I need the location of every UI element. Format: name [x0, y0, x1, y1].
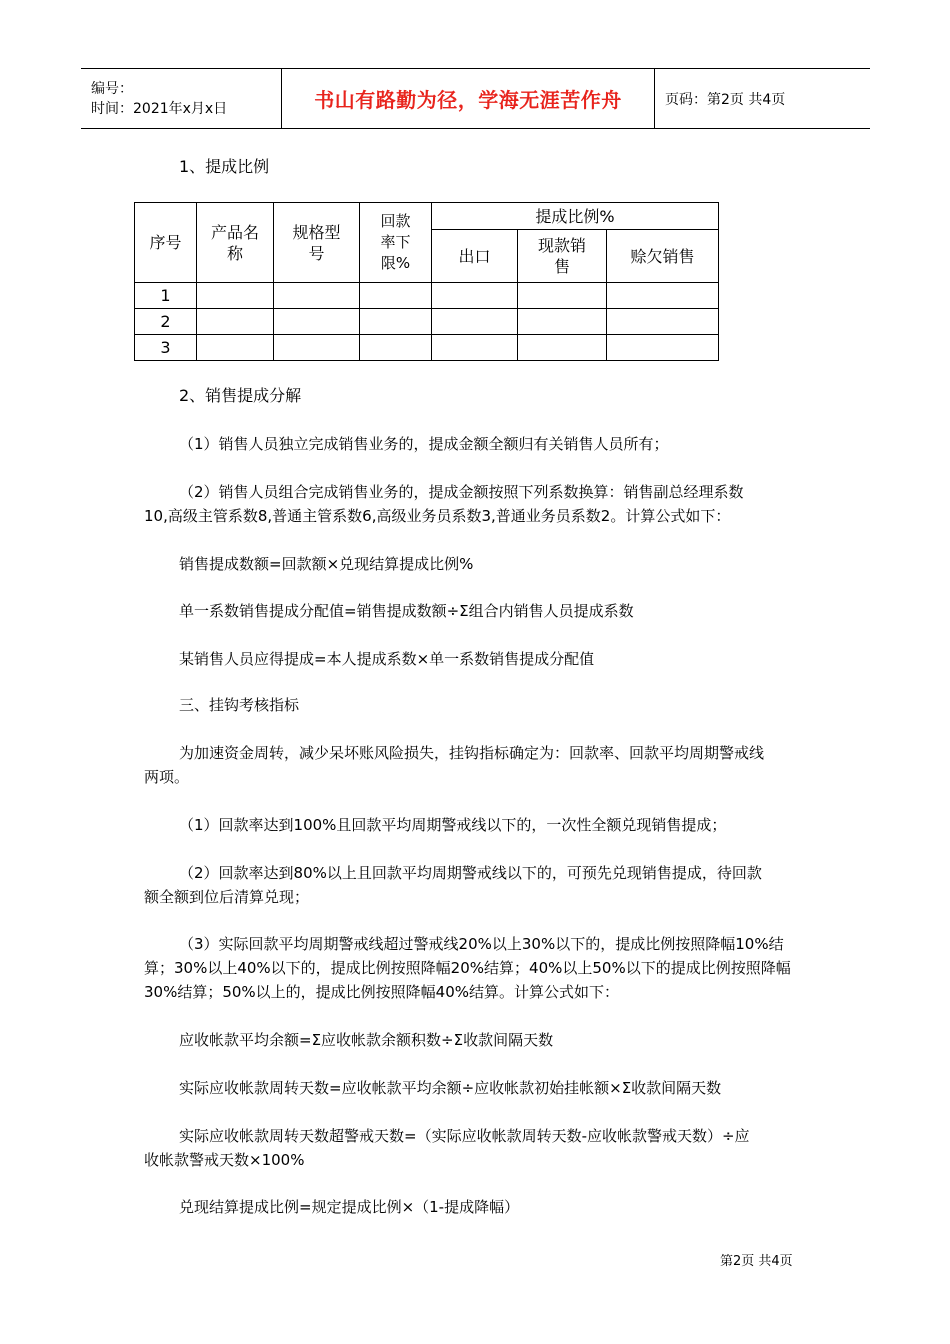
- table-cell: [197, 335, 274, 361]
- formula: 实际应收帐款周转天数=应收帐款平均余额÷应收帐款初始挂帐额×Σ收款间隔天数: [179, 1079, 722, 1097]
- table-cell: [197, 283, 274, 309]
- table-cell: [432, 309, 518, 335]
- document-number-label: 编号：: [91, 80, 133, 97]
- formula: 兑现结算提成比例=规定提成比例×（1-提成降幅）: [179, 1198, 520, 1216]
- header-page-number: 页码：第2页 共4页: [665, 91, 786, 108]
- table-cell: [274, 283, 360, 309]
- header-credit-sales: 赊欠销售: [607, 230, 719, 283]
- header-motto-cell: [282, 69, 655, 128]
- header-product-name: 产品名称: [197, 203, 274, 283]
- formula: 应收帐款平均余额=Σ应收帐款余额积数÷Σ收款间隔天数: [179, 1031, 554, 1049]
- row-seq: 3: [135, 335, 197, 361]
- formula: 销售提成数额=回款额×兑现结算提成比例%: [179, 555, 474, 573]
- page-footer: 第2页 共4页: [720, 1254, 793, 1269]
- paragraph: （3）实际回款平均周期警戒线超过警戒线20%以上30%以下的，提成比例按照降幅10%结: [179, 935, 784, 953]
- page-header: [81, 68, 870, 129]
- paragraph: 两项。: [144, 768, 190, 786]
- table-cell: [274, 335, 360, 361]
- paragraph: 额全额到位后清算兑现；: [144, 888, 310, 906]
- table-cell: [197, 309, 274, 335]
- table-cell: [360, 309, 432, 335]
- formula: 某销售人员应得提成=本人提成系数×单一系数销售提成分配值: [179, 650, 595, 668]
- table-row: [135, 335, 719, 361]
- paragraph: 30%结算；50%以上的，提成比例按照降幅40%结算。计算公式如下：: [144, 983, 620, 1001]
- table-cell: [274, 309, 360, 335]
- paragraph: （2）销售人员组合完成销售业务的，提成金额按照下列系数换算：销售副总经理系数: [179, 483, 744, 501]
- table-cell: [518, 309, 607, 335]
- header-payback-lower-limit: 回款率下限%: [360, 203, 432, 283]
- header-export: 出口: [432, 230, 518, 283]
- header-seq: 序号: [135, 203, 197, 283]
- paragraph: （1）回款率达到100%且回款平均周期警戒线以下的，一次性全额兑现销售提成；: [179, 816, 727, 834]
- table-cell: [518, 335, 607, 361]
- header-cash-sales: 现款销售: [518, 230, 607, 283]
- table-cell: [607, 335, 719, 361]
- paragraph: （2）回款率达到80%以上且回款平均周期警戒线以下的，可预先兑现销售提成，待回款: [179, 864, 762, 882]
- section-title-linked-indicators: 三、挂钩考核指标: [179, 696, 300, 714]
- table-cell: [360, 283, 432, 309]
- row-seq: 1: [135, 283, 197, 309]
- paragraph: （1）销售人员独立完成销售业务的，提成金额全额归有关销售人员所有；: [179, 435, 669, 453]
- table-row: [135, 309, 719, 335]
- section-title-commission-ratio: 1、提成比例: [179, 157, 270, 176]
- header-spec-model: 规格型号: [274, 203, 360, 283]
- document-date: 时间：2021年x月x日: [91, 100, 228, 117]
- formula: 收帐款警戒天数×100%: [144, 1151, 305, 1169]
- table-cell: [518, 283, 607, 309]
- table-cell: [432, 283, 518, 309]
- table-cell: [607, 283, 719, 309]
- section-title-commission-breakdown: 2、销售提成分解: [179, 386, 302, 405]
- commission-ratio-table: [134, 202, 719, 361]
- paragraph: 算；30%以上40%以下的，提成比例按照降幅20%结算；40%以上50%以下的提成比例按照降幅: [144, 959, 791, 977]
- table-cell: [607, 309, 719, 335]
- header-commission-ratio-group: 提成比例%: [432, 203, 719, 230]
- formula: 实际应收帐款周转天数超警戒天数=（实际应收帐款周转天数-应收帐款警戒天数）÷应: [179, 1127, 750, 1145]
- paragraph: 10,高级主管系数8,普通主管系数6,高级业务员系数3,普通业务员系数2。计算公式如下：: [144, 507, 731, 525]
- formula: 单一系数销售提成分配值=销售提成数额÷Σ组合内销售人员提成系数: [179, 602, 634, 620]
- paragraph: 为加速资金周转，减少呆坏账风险损失，挂钩指标确定为：回款率、回款平均周期警戒线: [179, 744, 765, 762]
- table-cell: [432, 335, 518, 361]
- header-motto: 书山有路勤为径，学海无涯苦作舟: [314, 88, 622, 112]
- header-meta: [81, 69, 282, 128]
- table-row: [135, 283, 719, 309]
- row-seq: 2: [135, 309, 197, 335]
- table-cell: [360, 335, 432, 361]
